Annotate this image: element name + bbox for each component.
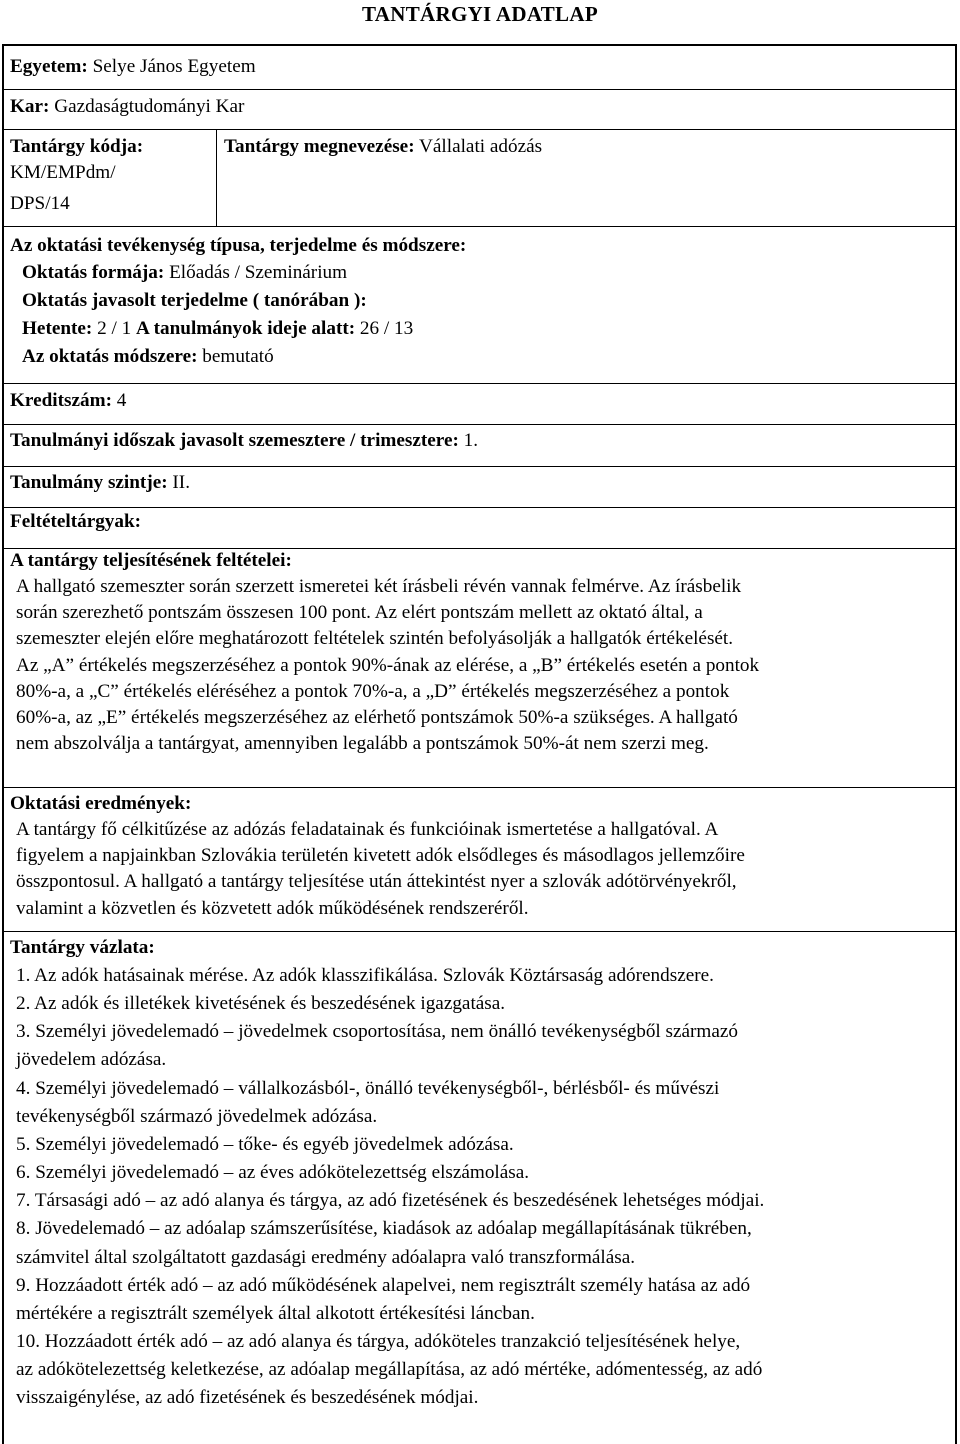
row-divider [4, 89, 955, 90]
university-label: Egyetem: [10, 56, 88, 77]
teaching-method-row [22, 344, 274, 370]
requirements-line: A hallgató szemeszter során szerzett ismeretei két írásbeli révén vannak felmérve. Az írásbelik [16, 576, 742, 597]
outline-list [16, 962, 948, 1413]
method-value: bemutató [202, 346, 274, 367]
credits-label: Kreditszám: [10, 390, 112, 411]
requirements-line: nem abszolválja a tantárgyat, amennyiben legalább a pontszámok 50%-át nem szerzi meg. [16, 733, 709, 755]
row-divider [4, 466, 955, 467]
university-value: Selye János Egyetem [92, 56, 256, 77]
row-divider [4, 226, 955, 227]
outline-item-9: 9. Hozzáadott érték adó – az adó működésének alapelvei, nem regisztrált személy hatása az adó [16, 1274, 751, 1296]
row-divider [4, 383, 955, 384]
semester-value: 1. [463, 430, 479, 451]
outline-item-7: 7. Társasági adó – az adó alanya és tárgya, az adó fizetésének és beszedésének lehetséges módjai. [16, 1190, 765, 1212]
outline-item-3: 3. Személyi jövedelemadó – jövedelmek csoportosítása, nem önálló tevékenységből származó [16, 1021, 738, 1043]
course-code-label: Tantárgy kódja: [10, 136, 144, 157]
outline-item-4: 4. Személyi jövedelemadó – vállalkozásból-, önálló tevékenységből-, bérlésből- és művészi [16, 1077, 720, 1099]
requirements-line: Az „A” értékelés megszerzéséhez a pontok 90%-ának az elérése, a „B” értékelés esetén a pontok [16, 654, 760, 676]
row-divider [4, 424, 955, 425]
requirements-text [16, 574, 948, 757]
course-name-label: Tantárgy megnevezése: [224, 136, 415, 157]
outline-item-10-cont: az adókötelezettség keletkezése, az adóalap megállapítása, az adó mértéke, adómentesség, az adó [16, 1359, 763, 1381]
weekly-label: Hetente: [22, 318, 93, 339]
outline-item-1: 1. Az adók hatásainak mérése. Az adók klasszifikálása. Szlovák Köztársaság adórendszere. [16, 965, 714, 986]
requirements-heading: A tantárgy teljesítésének feltételei: [10, 550, 292, 571]
outline-item-8-cont: számvitel által szolgáltatott gazdasági eredmény adóalapra való transzformálása. [16, 1246, 636, 1268]
outcomes-line: valamint a közvetlen és közvetett adók működésének rendszeréről. [16, 897, 529, 919]
outline-item-10-cont: visszaigénylése, az adó fizetésének és beszedésének módjai. [16, 1387, 479, 1409]
outline-item-2: 2. Az adók és illetékek kivetésének és beszedésének igazgatása. [16, 993, 506, 1015]
requirements-line: szemeszter elején előre meghatározott feltételek szintén befolyásolják a hallgatók értékelését. [16, 628, 734, 650]
outline-item-5: 5. Személyi jövedelemadó – tőke- és egyéb jövedelmek adózása. [16, 1133, 514, 1155]
requirements-line: során szerezhető pontszám összesen 100 pont. Az elért pontszám mellett az oktató által, a [16, 602, 703, 624]
row-divider [4, 507, 955, 508]
prerequisites-label: Feltételtárgyak: [10, 511, 142, 532]
credits-value: 4 [116, 390, 127, 411]
requirements-line: 80%-a, a „C” értékelés eléréséhez a pontok 70%-a, a „D” értékelés megszerzéséhez a pontok [16, 680, 730, 702]
semester-row [10, 428, 478, 454]
course-name-row [224, 134, 542, 160]
outline-item-4-cont: tevékenységből származó jövedelmek adózása. [16, 1105, 378, 1127]
faculty-label: Kar: [10, 96, 50, 117]
semester-label: Tanulmányi időszak javasolt szemesztere / trimesztere: [10, 430, 459, 451]
level-label: Tanulmány szintje: [10, 472, 168, 493]
weekly-value: 2 / 1 [97, 318, 132, 339]
column-divider [216, 129, 217, 226]
teaching-hours-row [22, 316, 413, 342]
outline-item-3-cont: jövedelem adózása. [16, 1049, 167, 1071]
method-label: Az oktatás módszere: [22, 346, 198, 367]
course-name-value: Vállalati adózás [419, 136, 543, 157]
teaching-heading: Az oktatási tevékenység típusa, terjedelme és módszere: [10, 235, 467, 256]
row-divider [4, 931, 955, 932]
university-row [10, 54, 256, 80]
outcomes-heading: Oktatási eredmények: [10, 793, 192, 814]
teaching-form-label: Oktatás formája: [22, 262, 165, 283]
outline-item-10: 10. Hozzáadott érték adó – az adó alanya és tárgya, adóköteles tranzakció teljesítésének helye, [16, 1331, 741, 1353]
teaching-scope-label: Oktatás javasolt terjedelme ( tanórában ): [22, 290, 367, 311]
outcomes-line: összpontosul. A hallgató a tantárgy teljesítése után áttekintést nyer a szlovák adótörvényekről, [16, 871, 737, 893]
outline-item-9-cont: mértékére a regisztrált személyek által alkotott értékesítési láncban. [16, 1302, 535, 1324]
faculty-value: Gazdaságtudományi Kar [54, 96, 245, 117]
outline-heading: Tantárgy vázlata: [10, 937, 155, 958]
outline-item-6: 6. Személyi jövedelemadó – az éves adókötelezettség elszámolása. [16, 1162, 530, 1184]
course-code-value-line1: KM/EMPdm/ [10, 162, 116, 183]
outcomes-line: A tantárgy fő célkitűzése az adózás feladatainak és funkcióinak ismertetése a hallgatóval. A [16, 819, 719, 840]
outline-item-8: 8. Jövedelemadó – az adóalap számszerűsítése, kiadások az adóalap megállapításának tükrében, [16, 1218, 752, 1240]
requirements-line: 60%-a, az „E” értékelés megszerzéséhez az elérhető pontszámok 50%-a szükséges. A hallgató [16, 707, 738, 729]
credits-row [10, 388, 126, 414]
course-code-value-line2: DPS/14 [10, 193, 70, 214]
document-title: TANTÁRGYI ADATLAP [362, 2, 598, 26]
period-label: A tanulmányok ideje alatt: [136, 318, 356, 339]
outcomes-text [16, 817, 948, 922]
faculty-row [10, 94, 244, 120]
level-value: II. [172, 472, 190, 493]
row-divider [4, 787, 955, 788]
outcomes-line: figyelem a napjainkban Szlovákia területén kivetett adók elsődleges és másodlagos jellemzőire [16, 845, 745, 867]
teaching-form-row [22, 260, 347, 286]
teaching-form-value: Előadás / Szeminárium [169, 262, 348, 283]
period-value: 26 / 13 [359, 318, 414, 339]
level-row [10, 470, 190, 496]
row-divider [4, 129, 955, 130]
